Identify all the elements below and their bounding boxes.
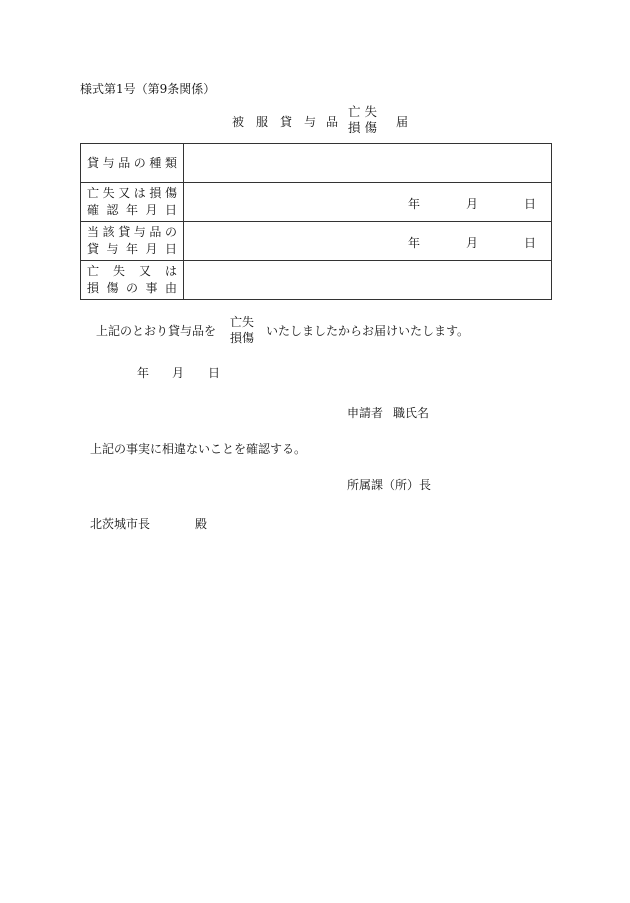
- month-label: 月: [466, 236, 479, 250]
- item-type-label: 貸 与 品 の 種 類: [81, 144, 184, 183]
- title-end-char: 届: [396, 115, 409, 129]
- addressee-honorific: 殿: [195, 517, 208, 531]
- reason-label: 亡 失 又 は 損 傷 の 事 由: [81, 261, 184, 300]
- form-number-label: 様式第1号（第9条関係）: [80, 82, 216, 96]
- form-table: [80, 143, 552, 300]
- year-label: 年: [408, 236, 421, 250]
- date-month-label: 月: [172, 366, 185, 380]
- month-label: 月: [466, 197, 479, 211]
- table-row: [81, 144, 552, 183]
- declaration-stacked-words: [230, 314, 254, 346]
- day-label: 日: [524, 236, 537, 250]
- department-head-label: 所属課（所）長: [347, 478, 432, 492]
- table-row: [81, 183, 552, 222]
- declaration-suffix: いたしましたからお届けいたします。: [266, 324, 470, 338]
- addressee-name: 北茨城市長: [90, 517, 151, 531]
- lending-date-field[interactable]: [184, 222, 552, 261]
- title-stacked-words: [348, 104, 377, 136]
- year-label: 年: [408, 197, 421, 211]
- declaration-stack-top: 亡失: [230, 315, 255, 329]
- applicant-name-label: 職氏名: [393, 406, 430, 420]
- day-label: 日: [524, 197, 537, 211]
- date-year-label: 年: [137, 366, 150, 380]
- declaration-stack-bottom: 損傷: [230, 331, 255, 345]
- table-row: [81, 222, 552, 261]
- title-stack-top: 亡 失: [348, 104, 377, 119]
- title-char: 貸: [280, 115, 293, 129]
- item-type-field[interactable]: [184, 144, 552, 183]
- declaration-prefix: 上記のとおり貸与品を: [96, 324, 217, 338]
- title-char: 服: [256, 115, 269, 129]
- title-char: 与: [304, 115, 317, 129]
- table-row: [81, 261, 552, 300]
- loss-date-label: 亡 失 又 は 損 傷 確 認 年 月 日: [81, 183, 184, 222]
- date-day-label: 日: [208, 366, 221, 380]
- title-stack-bottom: 損 傷: [348, 120, 377, 135]
- title-char: 被: [232, 115, 245, 129]
- applicant-label: 申請者: [347, 406, 384, 420]
- title-char: 品: [326, 115, 339, 129]
- confirmation-text: 上記の事実に相違ないことを確認する。: [90, 442, 307, 456]
- lending-date-label: 当 該 貸 与 品 の 貸 与 年 月 日: [81, 222, 184, 261]
- reason-field[interactable]: [184, 261, 552, 300]
- loss-date-field[interactable]: [184, 183, 552, 222]
